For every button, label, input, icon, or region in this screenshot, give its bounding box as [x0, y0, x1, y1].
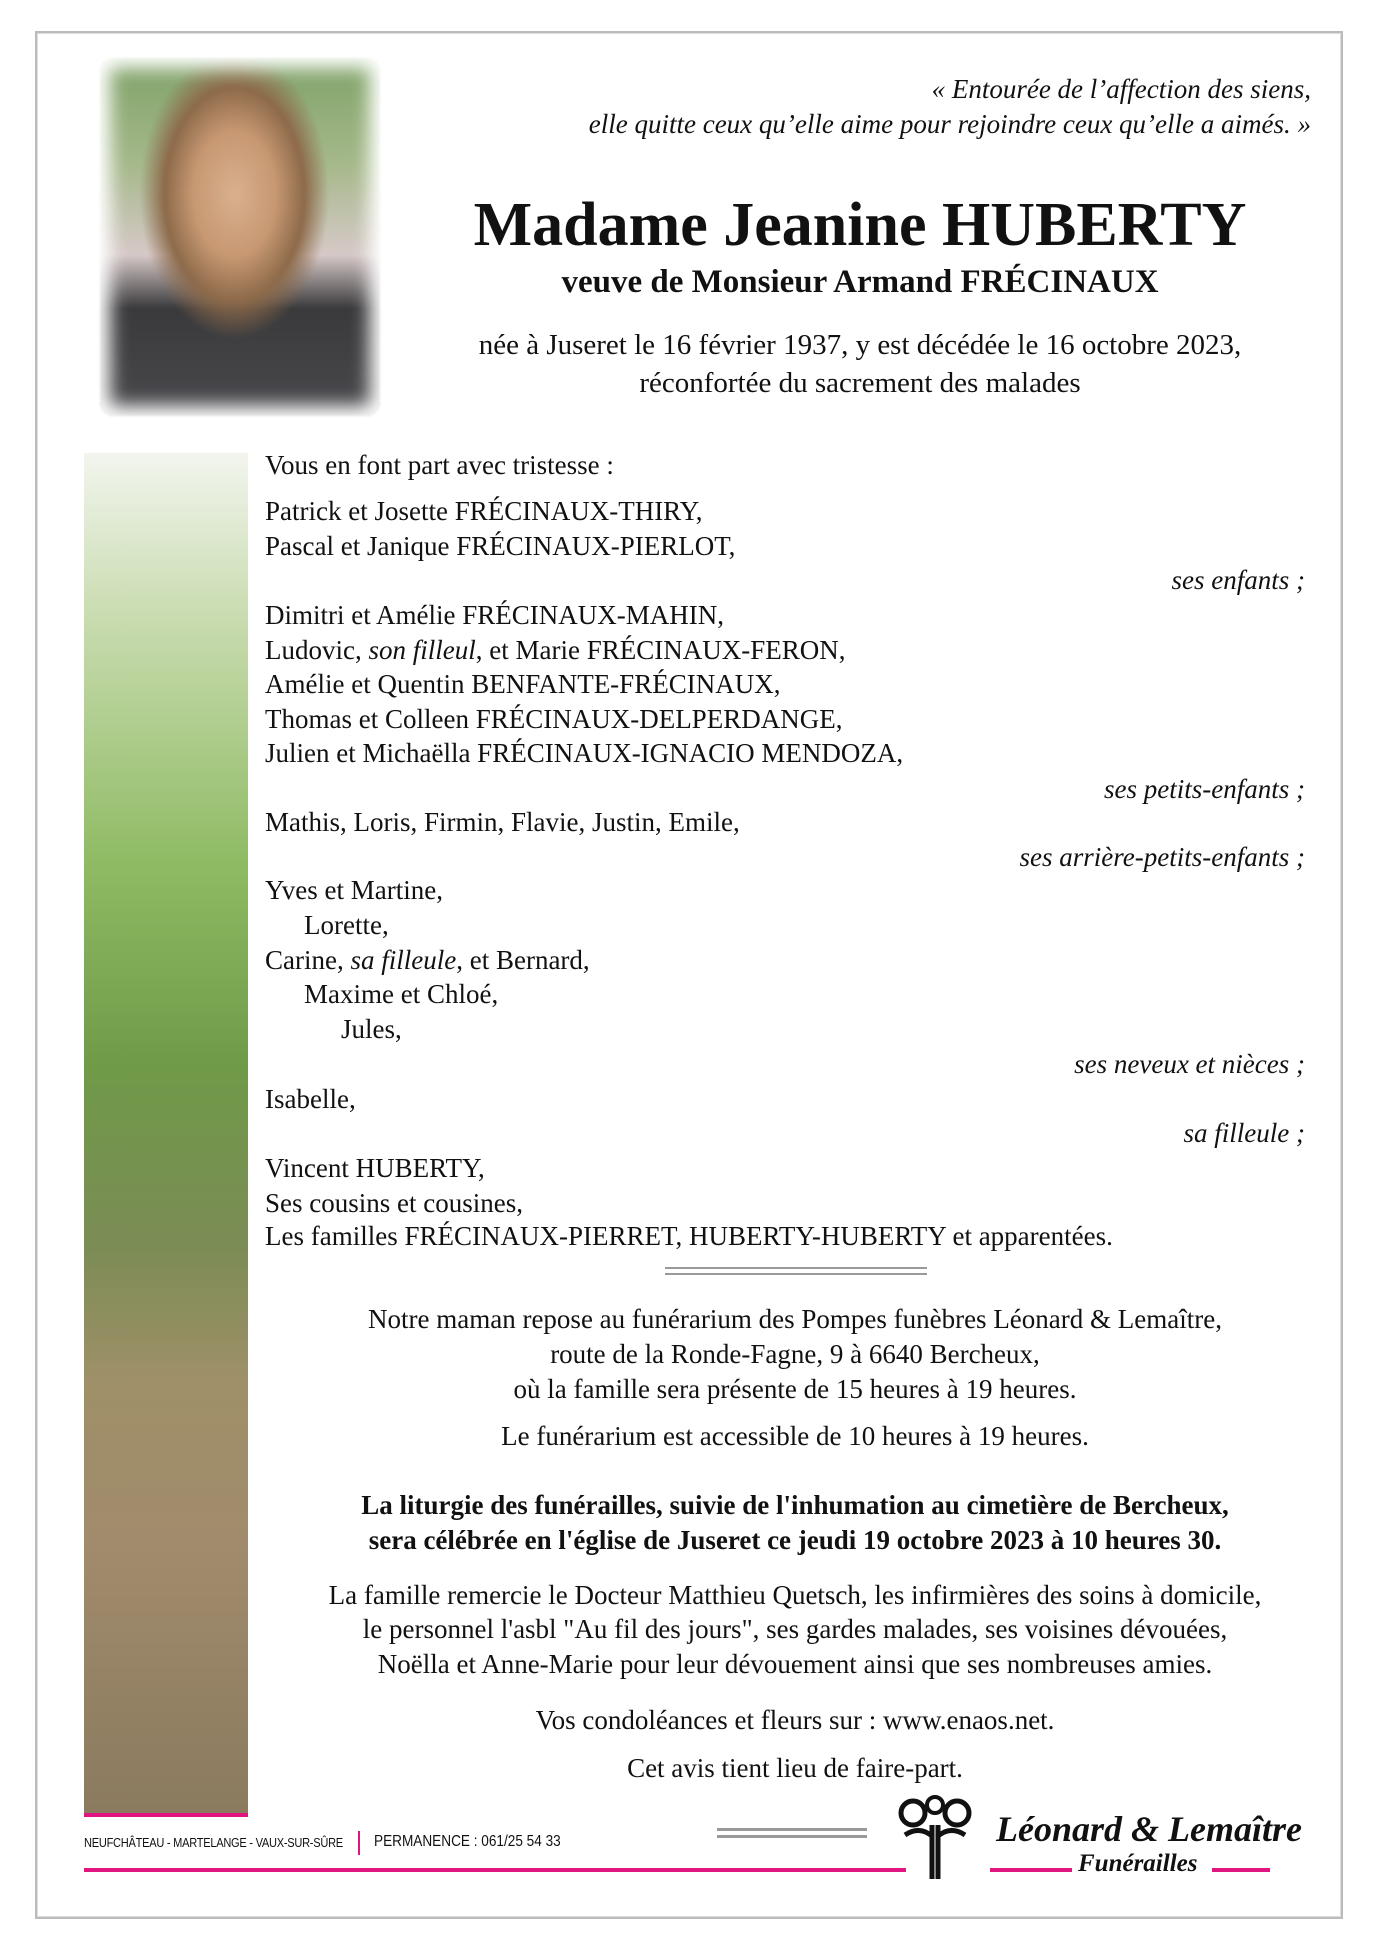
- family-line: Lorette,: [304, 910, 389, 940]
- notice-line: Cet avis tient lieu de faire-part.: [627, 1753, 963, 1783]
- forest-path-image: [84, 453, 248, 1817]
- family-line: Yves et Martine,: [265, 875, 443, 905]
- tree-logo-icon: [885, 1795, 985, 1880]
- family-line: Jules,: [341, 1014, 402, 1044]
- info-line: Le funérarium est accessible de 10 heures à 19 heures.: [501, 1421, 1089, 1451]
- family-line: Dimitri et Amélie FRÉCINAUX-MAHIN,: [265, 600, 724, 630]
- family-line: Les familles FRÉCINAUX-PIERRET, HUBERTY-HUBERTY et apparentées.: [265, 1221, 1113, 1251]
- liturgy-line: La liturgie des funérailles, suivie de l'inhumation au cimetière de Bercheux,: [361, 1490, 1229, 1520]
- thanks-line: La famille remercie le Docteur Matthieu Quetsch, les infirmières des soins à domicile,: [328, 1580, 1262, 1610]
- text: Carine,: [265, 945, 351, 975]
- spouse-line: veuve de Monsieur Armand FRÉCINAUX: [561, 264, 1159, 300]
- family-line: Ses cousins et cousines,: [265, 1188, 523, 1218]
- intro: Vous en font part avec tristesse :: [265, 450, 614, 480]
- footer-divider: [717, 1828, 867, 1831]
- family-line: Maxime et Chloé,: [304, 979, 499, 1009]
- footer-line: [990, 1868, 1072, 1872]
- footer-locations: NEUFCHÂTEAU - MARTELANGE - VAUX-SUR-SÛRE: [84, 1835, 343, 1850]
- family-line: Julien et Michaëlla FRÉCINAUX-IGNACIO MENDOZA,: [265, 738, 904, 768]
- relation-label: ses arrière-petits-enfants ;: [1019, 842, 1305, 872]
- quote-line: elle quitte ceux qu’elle aime pour rejoindre ceux qu’elle a aimés. »: [588, 109, 1311, 139]
- brand-subtitle: Funérailles: [1078, 1850, 1198, 1877]
- text: son filleul: [368, 635, 476, 665]
- thanks-line: Noëlla et Anne-Marie pour leur dévouement ainsi que ses nombreuses amies.: [377, 1649, 1213, 1679]
- relation-label: sa filleule ;: [1183, 1118, 1305, 1148]
- text: , et Bernard,: [456, 945, 590, 975]
- quote-line: « Entourée de l’affection des siens,: [931, 74, 1311, 104]
- relation-label: ses petits-enfants ;: [1104, 774, 1305, 804]
- family-line: [265, 633, 845, 667]
- footer-line: [1212, 1868, 1270, 1872]
- text: sa filleule: [350, 945, 457, 975]
- info-line: Notre maman repose au funérarium des Pompes funèbres Léonard & Lemaître,: [368, 1304, 1222, 1334]
- liturgy-line: sera célébrée en l'église de Juseret ce jeudi 19 octobre 2023 à 10 heures 30.: [368, 1525, 1222, 1555]
- text: , et Marie FRÉCINAUX-FERON,: [475, 635, 846, 665]
- divider: [665, 1267, 927, 1269]
- brand-name: Léonard & Lemaître: [996, 1809, 1302, 1849]
- thanks-line: le personnel l'asbl "Au fil des jours", ses gardes malades, ses voisines dévouées,: [362, 1614, 1228, 1644]
- family-line: Isabelle,: [265, 1084, 356, 1114]
- text: Ludovic,: [265, 635, 369, 665]
- condolences-line: Vos condoléances et fleurs sur : www.enaos.net.: [535, 1705, 1055, 1735]
- family-line: Patrick et Josette FRÉCINAUX-THIRY,: [265, 496, 703, 526]
- family-line: Thomas et Colleen FRÉCINAUX-DELPERDANGE,: [265, 704, 843, 734]
- family-line: [265, 943, 590, 977]
- footer-separator: [358, 1831, 360, 1855]
- info-line: route de la Ronde-Fagne, 9 à 6640 Bercheux,: [550, 1339, 1040, 1369]
- relation-label: ses enfants ;: [1171, 565, 1305, 595]
- family-line: Mathis, Loris, Firmin, Flavie, Justin, Emile,: [265, 807, 740, 837]
- family-line: Pascal et Janique FRÉCINAUX-PIERLOT,: [265, 531, 736, 561]
- family-line: Vincent HUBERTY,: [265, 1153, 485, 1183]
- sacrament-line: réconfortée du sacrement des malades: [639, 367, 1081, 399]
- family-line: Amélie et Quentin BENFANTE-FRÉCINAUX,: [265, 669, 781, 699]
- footer-divider: [717, 1835, 867, 1838]
- accent-line: [84, 1813, 248, 1817]
- info-line: où la famille sera présente de 15 heures à 19 heures.: [513, 1374, 1077, 1404]
- divider: [665, 1273, 927, 1275]
- footer-line: [84, 1868, 906, 1872]
- footer-permanence: PERMANENCE : 061/25 54 33: [374, 1833, 561, 1850]
- relation-label: ses neveux et nièces ;: [1074, 1049, 1305, 1079]
- birth-death-line: née à Juseret le 16 février 1937, y est décédée le 16 octobre 2023,: [478, 329, 1242, 361]
- deceased-name: Madame Jeanine HUBERTY: [473, 191, 1247, 259]
- portrait-photo: [100, 58, 380, 416]
